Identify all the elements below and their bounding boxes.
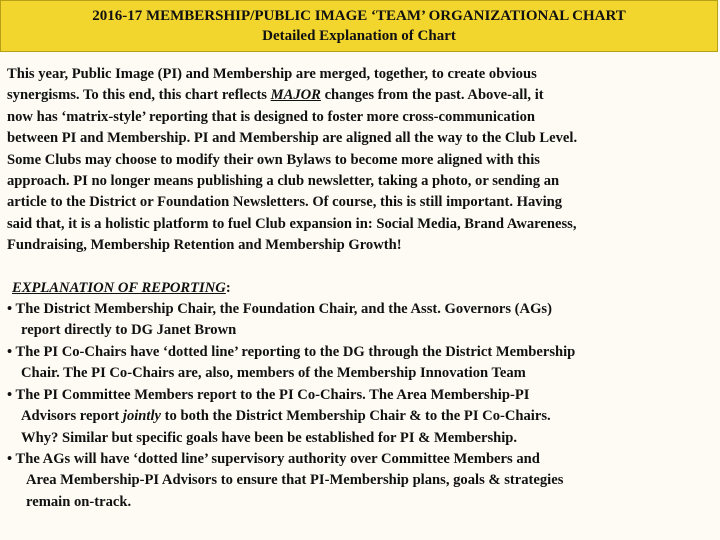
- bullet-line: report directly to DG Janet Brown: [21, 322, 237, 339]
- title-banner: [0, 0, 718, 52]
- intro-line: approach. PI no longer means publishing a club newsletter, taking a photo, or sending an: [7, 173, 560, 190]
- intro-line-start: synergisms. To this end, this chart reflects: [7, 87, 271, 104]
- explanation-body: [7, 64, 715, 513]
- intro-line: [7, 85, 715, 106]
- intro-line: now has ‘matrix-style’ reporting that is designed to foster more cross-communication: [7, 108, 536, 125]
- bullet-line: • The PI Co-Chairs have ‘dotted line’ reporting to the DG through the District Membership: [7, 343, 576, 360]
- reporting-heading-text: EXPLANATION OF REPORTING: [12, 279, 226, 296]
- bullet-line: remain on-track.: [26, 493, 132, 510]
- reporting-heading: EXPLANATION OF REPORTING:: [12, 279, 231, 296]
- bullet-line: Chair. The PI Co-Chairs are, also, members of the Membership Innovation Team: [21, 365, 526, 382]
- page-subtitle: Detailed Explanation of Chart: [262, 28, 456, 44]
- intro-line-end: changes from the past. Above-all, it: [320, 87, 544, 104]
- jointly-emphasis: jointly: [122, 408, 161, 425]
- bullet-line: Advisors report jointly to both the District Membership Chair & to the PI Co-Chairs.: [21, 408, 551, 425]
- bullet-line: Area Membership-PI Advisors to ensure that PI-Membership plans, goals & strategies: [26, 472, 564, 489]
- intro-line: This year, Public Image (PI) and Membership are merged, together, to create obvious: [7, 66, 537, 82]
- page-title: 2016-17 MEMBERSHIP/PUBLIC IMAGE ‘TEAM’ ORGANIZATIONAL CHART: [92, 8, 626, 24]
- intro-line: article to the District or Foundation Newsletters. Of course, this is still important. Having: [7, 194, 563, 211]
- intro-line: Fundraising, Membership Retention and Membership Growth!: [7, 237, 402, 254]
- intro-line: said that, it is a holistic platform to fuel Club expansion in: Social Media, Brand Awareness,: [7, 215, 577, 232]
- bullet-line: • The AGs will have ‘dotted line’ supervisory authority over Committee Members and: [7, 450, 540, 467]
- bullet-line: • The PI Committee Members report to the PI Co-Chairs. The Area Membership-PI: [7, 386, 530, 403]
- bullet-line: • The District Membership Chair, the Foundation Chair, and the Asst. Governors (AGs): [7, 301, 552, 318]
- bullet-line: Why? Similar but specific goals have been be established for PI & Membership.: [21, 429, 518, 446]
- major-emphasis: MAJOR: [270, 87, 321, 104]
- intro-line: between PI and Membership. PI and Membership are aligned all the way to the Club Level.: [7, 130, 578, 147]
- intro-line: Some Clubs may choose to modify their own Bylaws to become more aligned with this: [7, 151, 540, 168]
